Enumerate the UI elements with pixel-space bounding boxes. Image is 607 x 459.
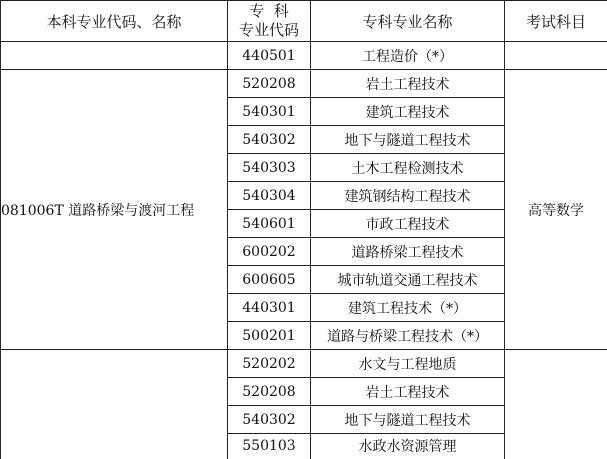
name-cell: 地下与隧道工程技术 [311,126,505,154]
name-cell: 道路桥梁工程技术 [311,238,505,266]
header-code-line1: 专 科 [228,2,310,21]
name-cell: 建筑工程技术 [311,98,505,126]
code-cell: 540303 [228,154,311,182]
name-cell: 市政工程技术 [311,210,505,238]
exam-cell: 高等数学 [505,70,607,350]
header-code [228,1,311,42]
undergrad-major-cell [1,350,228,459]
undergrad-major-cell: 081006T 道路桥梁与渡河工程 [1,70,228,350]
code-cell: 540601 [228,210,311,238]
code-cell: 600202 [228,238,311,266]
table-row [1,350,607,378]
table-row [1,42,607,70]
code-cell: 440501 [228,42,311,70]
code-cell: 540302 [228,126,311,154]
name-cell: 岩土工程技术 [311,378,505,406]
code-cell: 540304 [228,182,311,210]
header-code-line2: 专业代码 [228,21,310,40]
header-undergrad: 本科专业代码、名称 [1,1,228,42]
code-cell: 550103 [228,434,311,459]
header-name: 专科专业名称 [311,1,505,42]
name-cell: 城市轨道交通工程技术 [311,266,505,294]
exam-cell [505,42,607,70]
name-cell: 水政水资源管理 [311,434,505,459]
name-cell: 道路与桥梁工程技术（*） [311,322,505,350]
header-row [1,1,607,42]
header-exam: 考试科目 [505,1,607,42]
name-cell: 工程造价（*） [311,42,505,70]
code-cell: 520208 [228,70,311,98]
code-cell: 540301 [228,98,311,126]
undergrad-major-cell [1,42,228,70]
code-cell: 520208 [228,378,311,406]
name-cell: 建筑钢结构工程技术 [311,182,505,210]
name-cell: 土木工程检测技术 [311,154,505,182]
code-cell: 540302 [228,406,311,434]
code-cell: 600605 [228,266,311,294]
name-cell: 地下与隧道工程技术 [311,406,505,434]
code-cell: 520202 [228,350,311,378]
name-cell: 建筑工程技术（*） [311,294,505,322]
name-cell: 水文与工程地质 [311,350,505,378]
table-row [1,70,607,98]
name-cell: 岩土工程技术 [311,70,505,98]
code-cell: 500201 [228,322,311,350]
exam-cell [505,350,607,459]
code-cell: 440301 [228,294,311,322]
